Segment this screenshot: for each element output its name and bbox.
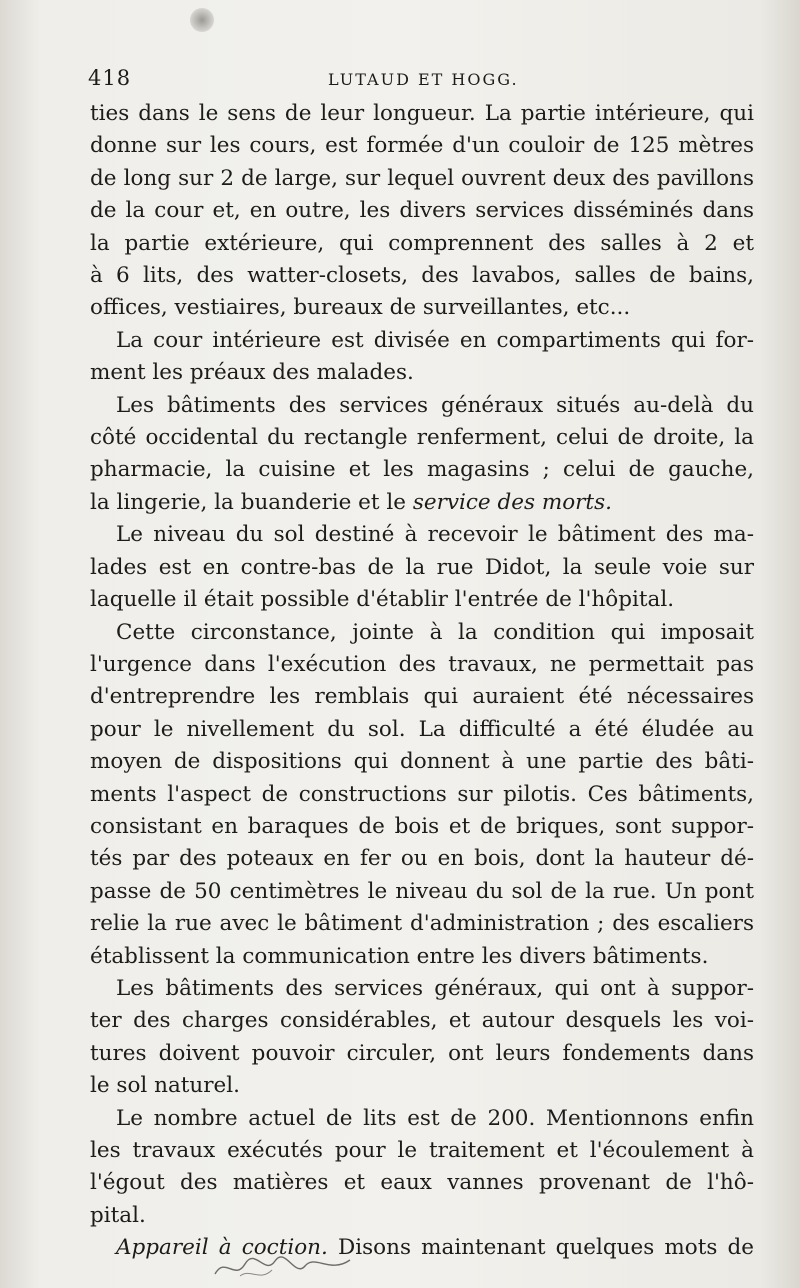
text-segment: la lingerie, la buanderie et le	[90, 489, 406, 515]
text-line: l'égout des matières et eaux vannes provenant de l'hô-	[90, 1170, 754, 1196]
handwritten-scribble	[210, 1246, 360, 1286]
text-line: consistant en baraques de bois et de briques, sont suppor-	[90, 813, 754, 839]
text-line: les travaux exécutés pour le traitement et l'écoulement à	[90, 1138, 754, 1163]
text-line: pital.	[90, 1202, 146, 1228]
italic-phrase: Appareil à coction.	[116, 1235, 328, 1261]
ink-smudge	[190, 8, 214, 32]
page-header	[88, 60, 748, 100]
body-text	[90, 98, 754, 1265]
text-line: pharmacie, la cuisine et les magasins ; celui de gauche,	[90, 457, 754, 483]
text-line: Le nombre actuel de lits est de 200. Mentionnons enfin	[116, 1105, 754, 1131]
text-line: donne sur les cours, est formée d'un couloir de 125 mètres	[90, 133, 754, 159]
text-segment: Disons maintenant quelques mots de	[338, 1235, 754, 1261]
text-line: passe de 50 centimètres le niveau du sol de la rue. Un pont	[90, 878, 754, 904]
text-line: de la cour et, en outre, les divers services disséminés dans	[90, 198, 754, 224]
text-line: Le niveau du sol destiné à recevoir le bâtiment des ma-	[116, 522, 754, 548]
text-line: ment les préaux des malades.	[90, 360, 414, 386]
text-line: tés par des poteaux en fer ou en bois, dont la hauteur dé-	[90, 846, 754, 872]
text-line: Cette circonstance, jointe à la condition qui imposait	[116, 619, 754, 645]
text-line: ter des charges considérables, et autour desquels les voi-	[90, 1008, 754, 1034]
text-line: laquelle il était possible d'établir l'entrée de l'hôpital.	[90, 587, 675, 613]
text-line: à 6 lits, des watter-closets, des lavabos, salles de bains,	[90, 263, 754, 289]
text-line: moyen de dispositions qui donnent à une partie des bâti-	[90, 749, 754, 775]
running-head: LUTAUD ET HOGG.	[328, 70, 519, 89]
text-line: ties dans le sens de leur longueur. La partie intérieure, qui	[90, 101, 754, 126]
text-line: tures doivent pouvoir circuler, ont leurs fondements dans	[90, 1040, 754, 1066]
text-line: de long sur 2 de large, sur lequel ouvrent deux des pavillons	[90, 165, 754, 191]
text-line: La cour intérieure est divisée en compartiments qui for-	[116, 327, 754, 353]
text-line: ments l'aspect de constructions sur pilotis. Ces bâtiments,	[90, 781, 754, 807]
text-line: Les bâtiments des services généraux, qui ont à suppor-	[116, 975, 754, 1001]
text-line: offices, vestiaires, bureaux de surveillantes, etc...	[90, 295, 631, 321]
italic-phrase: service des morts.	[412, 489, 612, 515]
text-line: lades est en contre-bas de la rue Didot, la seule voie sur	[90, 554, 754, 580]
text-line-with-italic	[90, 1232, 754, 1264]
page-number: 418	[88, 66, 132, 90]
text-line-with-italic	[90, 487, 754, 519]
text-line: côté occidental du rectangle renferment, celui de droite, la	[90, 425, 754, 451]
text-line: établissent la communication entre les divers bâtiments.	[90, 943, 709, 969]
text-line: la partie extérieure, qui comprennent des salles à 2 et	[90, 230, 754, 256]
text-line: le sol naturel.	[90, 1073, 240, 1099]
text-line: l'urgence dans l'exécution des travaux, ne permettait pas	[90, 651, 754, 677]
text-line: relie la rue avec le bâtiment d'administration ; des escaliers	[90, 911, 754, 937]
text-line: Les bâtiments des services généraux situés au-delà du	[116, 392, 754, 418]
text-line: d'entreprendre les remblais qui auraient été nécessaires	[90, 684, 754, 710]
text-line: pour le nivellement du sol. La difficulté a été éludée au	[90, 716, 754, 742]
